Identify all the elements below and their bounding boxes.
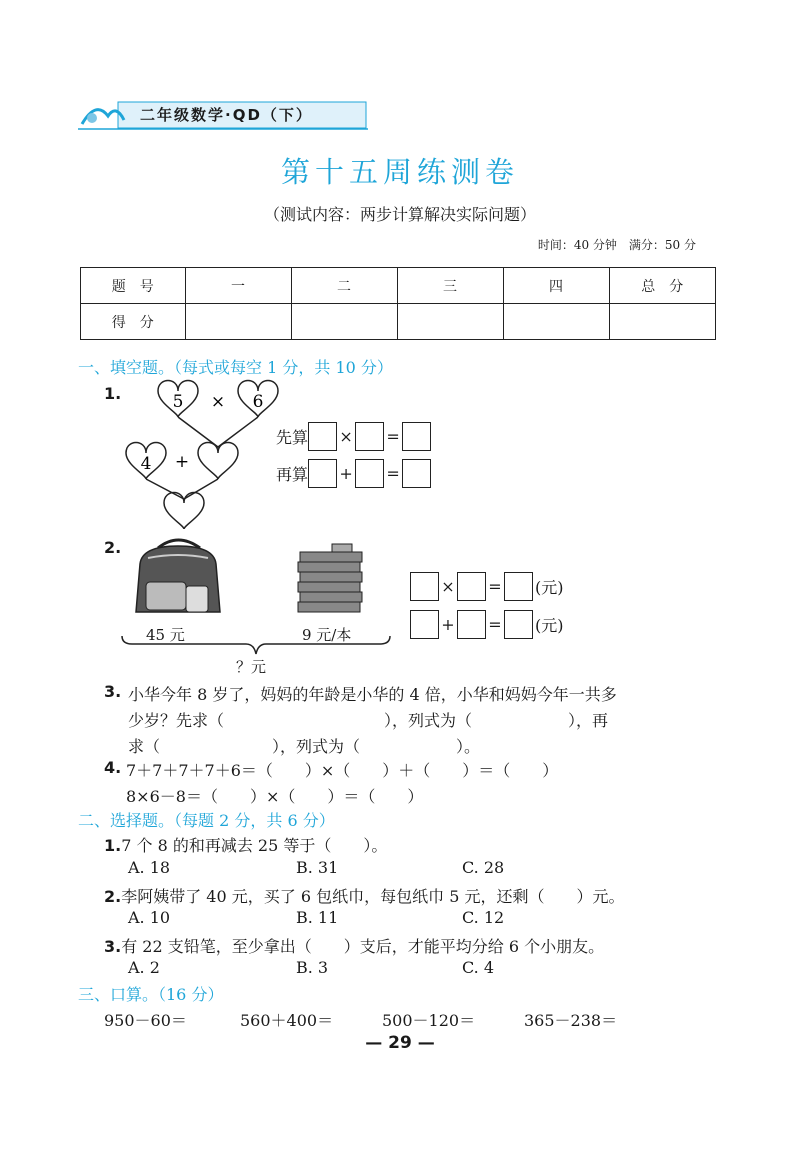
operator: =	[386, 427, 400, 446]
page-title: 第十五周练测卷	[280, 155, 519, 189]
table-cell: 一	[185, 268, 291, 304]
option-b[interactable]: B. 31	[296, 858, 339, 877]
section-2-heading: 二、选择题。（每题 2 分，共 6 分）	[78, 811, 335, 830]
heart-value: 4	[140, 454, 152, 474]
answer-box[interactable]	[308, 459, 337, 488]
backpack-icon	[128, 534, 228, 620]
q3-text-line2[interactable]: 少岁？先求（ ），列式为（ ），再	[128, 711, 609, 730]
subtitle: （测试内容：两步计算解决实际问题）	[263, 205, 536, 224]
q3-text-line3[interactable]: 求（ ），列式为（ ）。	[128, 737, 481, 756]
operator: +	[339, 464, 353, 483]
choice-question-3	[104, 934, 604, 957]
operator: =	[386, 464, 400, 483]
q4-line2[interactable]: 8×6－8＝（ ）×（ ）＝（ ）	[126, 787, 424, 806]
answer-box[interactable]	[504, 572, 533, 601]
question-text: 李阿姨带了 40 元，买了 6 包纸巾，每包纸巾 5 元，还剩（ ）元。	[121, 887, 625, 906]
unit-label: (元)	[535, 578, 564, 597]
answer-box[interactable]	[410, 572, 439, 601]
q2-number: 2.	[104, 538, 122, 557]
score-input[interactable]	[291, 304, 397, 340]
q2-multiply-equation	[410, 572, 564, 601]
score-input[interactable]	[397, 304, 503, 340]
unit-label: (元)	[535, 616, 564, 635]
heart-icon[interactable]	[198, 443, 238, 480]
table-cell: 三	[397, 268, 503, 304]
operator: =	[488, 615, 502, 634]
second-step-equation	[276, 459, 431, 488]
section-1-heading: 一、填空题。（每式或每空 1 分，共 10 分）	[78, 358, 393, 377]
answer-box[interactable]	[355, 459, 384, 488]
option-c[interactable]: C. 28	[462, 858, 505, 877]
mental-math-item[interactable]: 365－238＝	[524, 1011, 618, 1030]
q4-line1[interactable]: 7＋7＋7＋7＋6＝（ ）×（ ）＋（ ）＝（ ）	[126, 761, 559, 780]
answer-box[interactable]	[402, 422, 431, 451]
q1-number: 1.	[104, 384, 122, 403]
score-table	[80, 267, 716, 340]
answer-box[interactable]	[402, 459, 431, 488]
table-cell: 二	[291, 268, 397, 304]
option-c[interactable]: C. 4	[462, 958, 495, 977]
answer-box[interactable]	[504, 610, 533, 639]
question-text: 有 22 支铅笔，至少拿出（ ）支后，才能平均分给 6 个小朋友。	[121, 937, 605, 956]
score-input[interactable]	[185, 304, 291, 340]
q3-number: 3.	[104, 682, 122, 701]
first-step-equation	[276, 422, 431, 451]
total-price: ？元	[236, 658, 267, 676]
answer-box[interactable]	[457, 572, 486, 601]
then-label: 再算	[276, 465, 309, 484]
heart-value: 5	[172, 392, 184, 412]
table-cell: 题 号	[81, 268, 186, 304]
operator: ×	[441, 577, 455, 596]
question-number: 3.	[104, 937, 122, 956]
mental-math-item[interactable]: 500－120＝	[382, 1011, 476, 1030]
heart-value: 6	[252, 392, 264, 412]
section-3-heading: 三、口算。（16 分）	[78, 985, 224, 1004]
page-number: — 29 —	[365, 1033, 435, 1053]
option-c[interactable]: C. 12	[462, 908, 505, 927]
question-text: 7 个 8 的和再减去 25 等于（ ）。	[121, 836, 388, 855]
mental-math-item[interactable]: 560＋400＝	[240, 1011, 334, 1030]
operator: ×	[210, 392, 226, 412]
answer-box[interactable]	[457, 610, 486, 639]
operator: =	[488, 577, 502, 596]
question-number: 1.	[104, 836, 122, 855]
bag-price: 45 元	[146, 626, 185, 644]
book-label: 二年级数学·QD（下）	[140, 106, 313, 124]
answer-box[interactable]	[308, 422, 337, 451]
operator: ×	[339, 427, 353, 446]
mental-math-item[interactable]: 950－60＝	[104, 1011, 187, 1030]
book-price: 9 元/本	[302, 626, 352, 644]
choice-question-1	[104, 833, 387, 856]
answer-box[interactable]	[410, 610, 439, 639]
table-cell: 总 分	[609, 268, 715, 304]
operator: +	[441, 615, 455, 634]
operator: +	[174, 452, 190, 472]
table-cell: 得 分	[81, 304, 186, 340]
total-brace	[120, 634, 392, 656]
q2-add-equation	[410, 610, 564, 639]
score-input[interactable]	[503, 304, 609, 340]
q4-number: 4.	[104, 758, 122, 777]
table-cell: 四	[503, 268, 609, 304]
option-a[interactable]: A. 10	[128, 908, 171, 927]
books-icon	[294, 540, 366, 620]
option-b[interactable]: B. 11	[296, 908, 339, 927]
time-score-info: 时间：40 分钟 满分：50 分	[537, 238, 696, 252]
table-row	[81, 268, 716, 304]
answer-box[interactable]	[355, 422, 384, 451]
option-b[interactable]: B. 3	[296, 958, 329, 977]
heart-tree-diagram	[118, 375, 283, 535]
question-number: 2.	[104, 887, 122, 906]
option-a[interactable]: A. 2	[128, 958, 160, 977]
score-input[interactable]	[609, 304, 715, 340]
q3-text-line1: 小华今年 8 岁了，妈妈的年龄是小华的 4 倍，小华和妈妈今年一共多	[128, 685, 617, 704]
first-label: 先算	[276, 428, 309, 447]
table-row	[81, 304, 716, 340]
choice-question-2	[104, 884, 624, 907]
option-a[interactable]: A. 18	[128, 858, 171, 877]
heart-icon[interactable]	[164, 493, 204, 530]
